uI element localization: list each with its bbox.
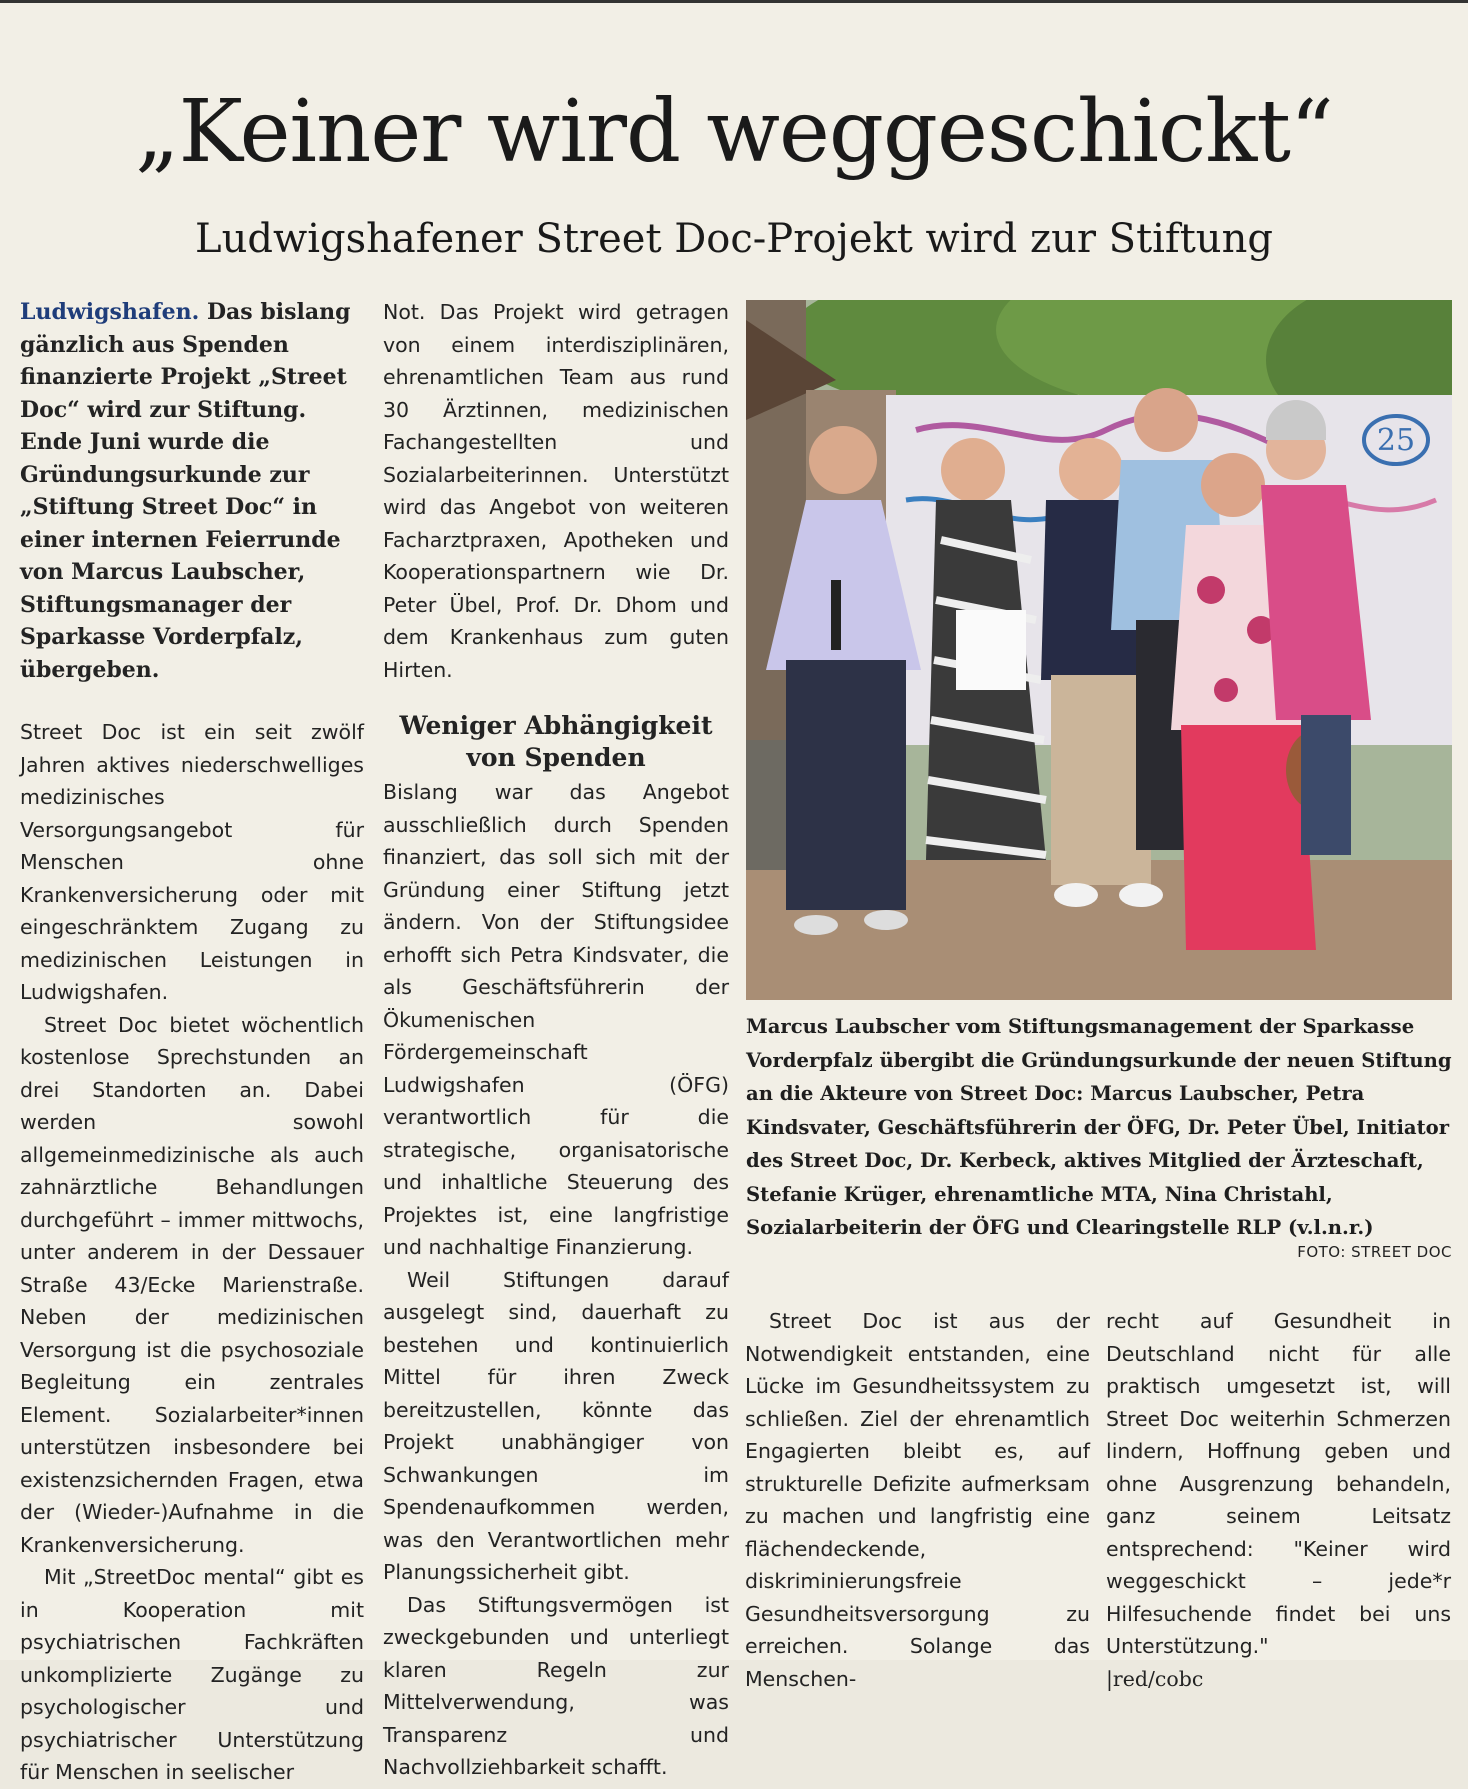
photo-credit: FOTO: STREET DOC (1297, 1243, 1452, 1261)
photo-illustration (746, 300, 1452, 1000)
column-3 (745, 1305, 1090, 1695)
top-rule (0, 0, 1468, 3)
group-photo (746, 300, 1452, 1000)
column-4 (1106, 1305, 1451, 1695)
paragraph: Street Doc ist ein seit zwölf Jahren aktives niederschwelliges medizinisches Versorgungsangebot für Menschen ohne Krankenversicherung oder mit eingeschränktem Zugang zu medizinischen Leistungen in Ludwigshafen. (20, 720, 364, 1004)
paragraph: recht auf Gesundheit in Deutschland nicht für alle praktisch umgesetzt ist, will Street Doc weiterhin Schmerzen lindern, Hoffnung geben und ohne Ausgrenzung behandeln, ganz seinem Leitsatz entsprechend: "Keiner wird weggeschickt – jede*r Hilfesuchende findet bei uns Unterstützung." (1106, 1309, 1451, 1658)
paragraph: Street Doc bietet wöchentlich kostenlose Sprechstunden an drei Standorten an. Dabei werden sowohl allgemeinmedizinische als auch zahnärztliche Behandlungen durchgeführt – immer mittwochs, unter anderem in der Dessauer Straße 43/Ecke Marienstraße. Neben der medizinischen Versorgung ist die psychosoziale Begleitung ein zentrales Element. Sozialarbeiter*innen unterstützen insbesondere bei existenzsichernden Fragen, etwa der (Wieder-)Aufnahme in die Krankenversicherung. (20, 1012, 364, 1557)
paragraph: Das Stiftungsvermögen ist zweckgebunden und unterliegt klaren Regeln zur Mittelverwendung, was Transparenz und Nachvollziehbarkeit schafft. (383, 1592, 729, 1779)
headline: „Keiner wird weggeschickt“ (135, 82, 1333, 182)
column-2 (383, 296, 729, 1784)
section-subhead: Weniger Abhängigkeit von Spenden (399, 711, 713, 772)
paragraph: Street Doc ist aus der Notwendigkeit entstanden, eine Lücke im Gesundheitssystem zu schließen. Ziel der ehrenamtlich Engagierten bleibt es, auf strukturelle Defizite aufmerksam zu machen und langfristig eine flächendeckende, diskriminierungsfreie Gesundheitsversorgung zu erreichen. Solange das Menschen- (745, 1309, 1090, 1691)
photo-caption: Marcus Laubscher vom Stiftungsmanagement der Sparkasse Vorderpfalz übergibt die Gründungsurkunde der neuen Stiftung an die Akteure von Street Doc: Marcus Laubscher, Petra Kindsvater, Geschäftsführerin der ÖFG, Dr. Peter Übel, Initiator des Street Doc, Dr. Kerbeck, aktives Mitglied der Ärzteschaft, Stefanie Krüger, ehrenamtliche MTA, Nina Christahl, Sozialarbeiterin der ÖFG und Clearingstelle RLP (v.l.n.r.) (746, 1015, 1452, 1239)
lead-paragraph (20, 296, 364, 686)
author-signature: |red/cobc (1106, 1666, 1204, 1691)
paragraph: Not. Das Projekt wird getragen von einem interdisziplinären, ehrenamtlichen Team aus rund 30 Ärztinnen, medizinischen Fachangestellten und Sozialarbeiterinnen. Unterstützt wird das Angebot von weiteren Facharztpraxen, Apotheken und Kooperationspartnern wie Dr. Peter Übel, Prof. Dr. Dhom und dem Krankenhaus zum guten Hirten. (383, 300, 729, 682)
dateline: Ludwigshafen. (20, 299, 200, 325)
subheadline: Ludwigshafener Street Doc-Projekt wird zur Stiftung (195, 216, 1273, 262)
paragraph: Bislang war das Angebot ausschließlich durch Spenden finanziert, das soll sich mit der Gründung einer Stiftung jetzt ändern. Von der Stiftungsidee erhofft sich Petra Kindsvater, die als Geschäftsführerin der Ökumenischen Fördergemeinschaft Ludwigshafen (ÖFG) verantwortlich für die strategische, organisatorische und inhaltliche Steuerung des Projektes ist, eine langfristige und nachhaltige Finanzierung. (383, 780, 729, 1259)
paragraph: Mit „StreetDoc mental“ gibt es in Kooperation mit psychiatrischen Fachkräften unkomplizierte Zugänge zu psychologischer und psychiatrischer Unterstützung für Menschen in seelischer (20, 1565, 364, 1784)
banner-number: 25 (1376, 423, 1416, 458)
lead-text: Das bislang gänzlich aus Spenden finanzierte Projekt „Street Doc“ wird zur Stiftung. Ende Juni wurde die Gründungsurkunde zur „Stiftung Street Doc“ in einer internen Feierrunde von Marcus Laubscher, Stiftungsmanager der Sparkasse Vorderpfalz, übergeben. (20, 299, 351, 683)
column-1 (20, 296, 364, 1789)
paragraph: Weil Stiftungen darauf ausgelegt sind, dauerhaft zu bestehen und kontinuierlich Mittel für ihren Zweck bereitzustellen, könnte das Projekt unabhängiger von Schwankungen im Spendenaufkommen werden, was den Verantwortlichen mehr Planungssicherheit gibt. (383, 1267, 729, 1584)
